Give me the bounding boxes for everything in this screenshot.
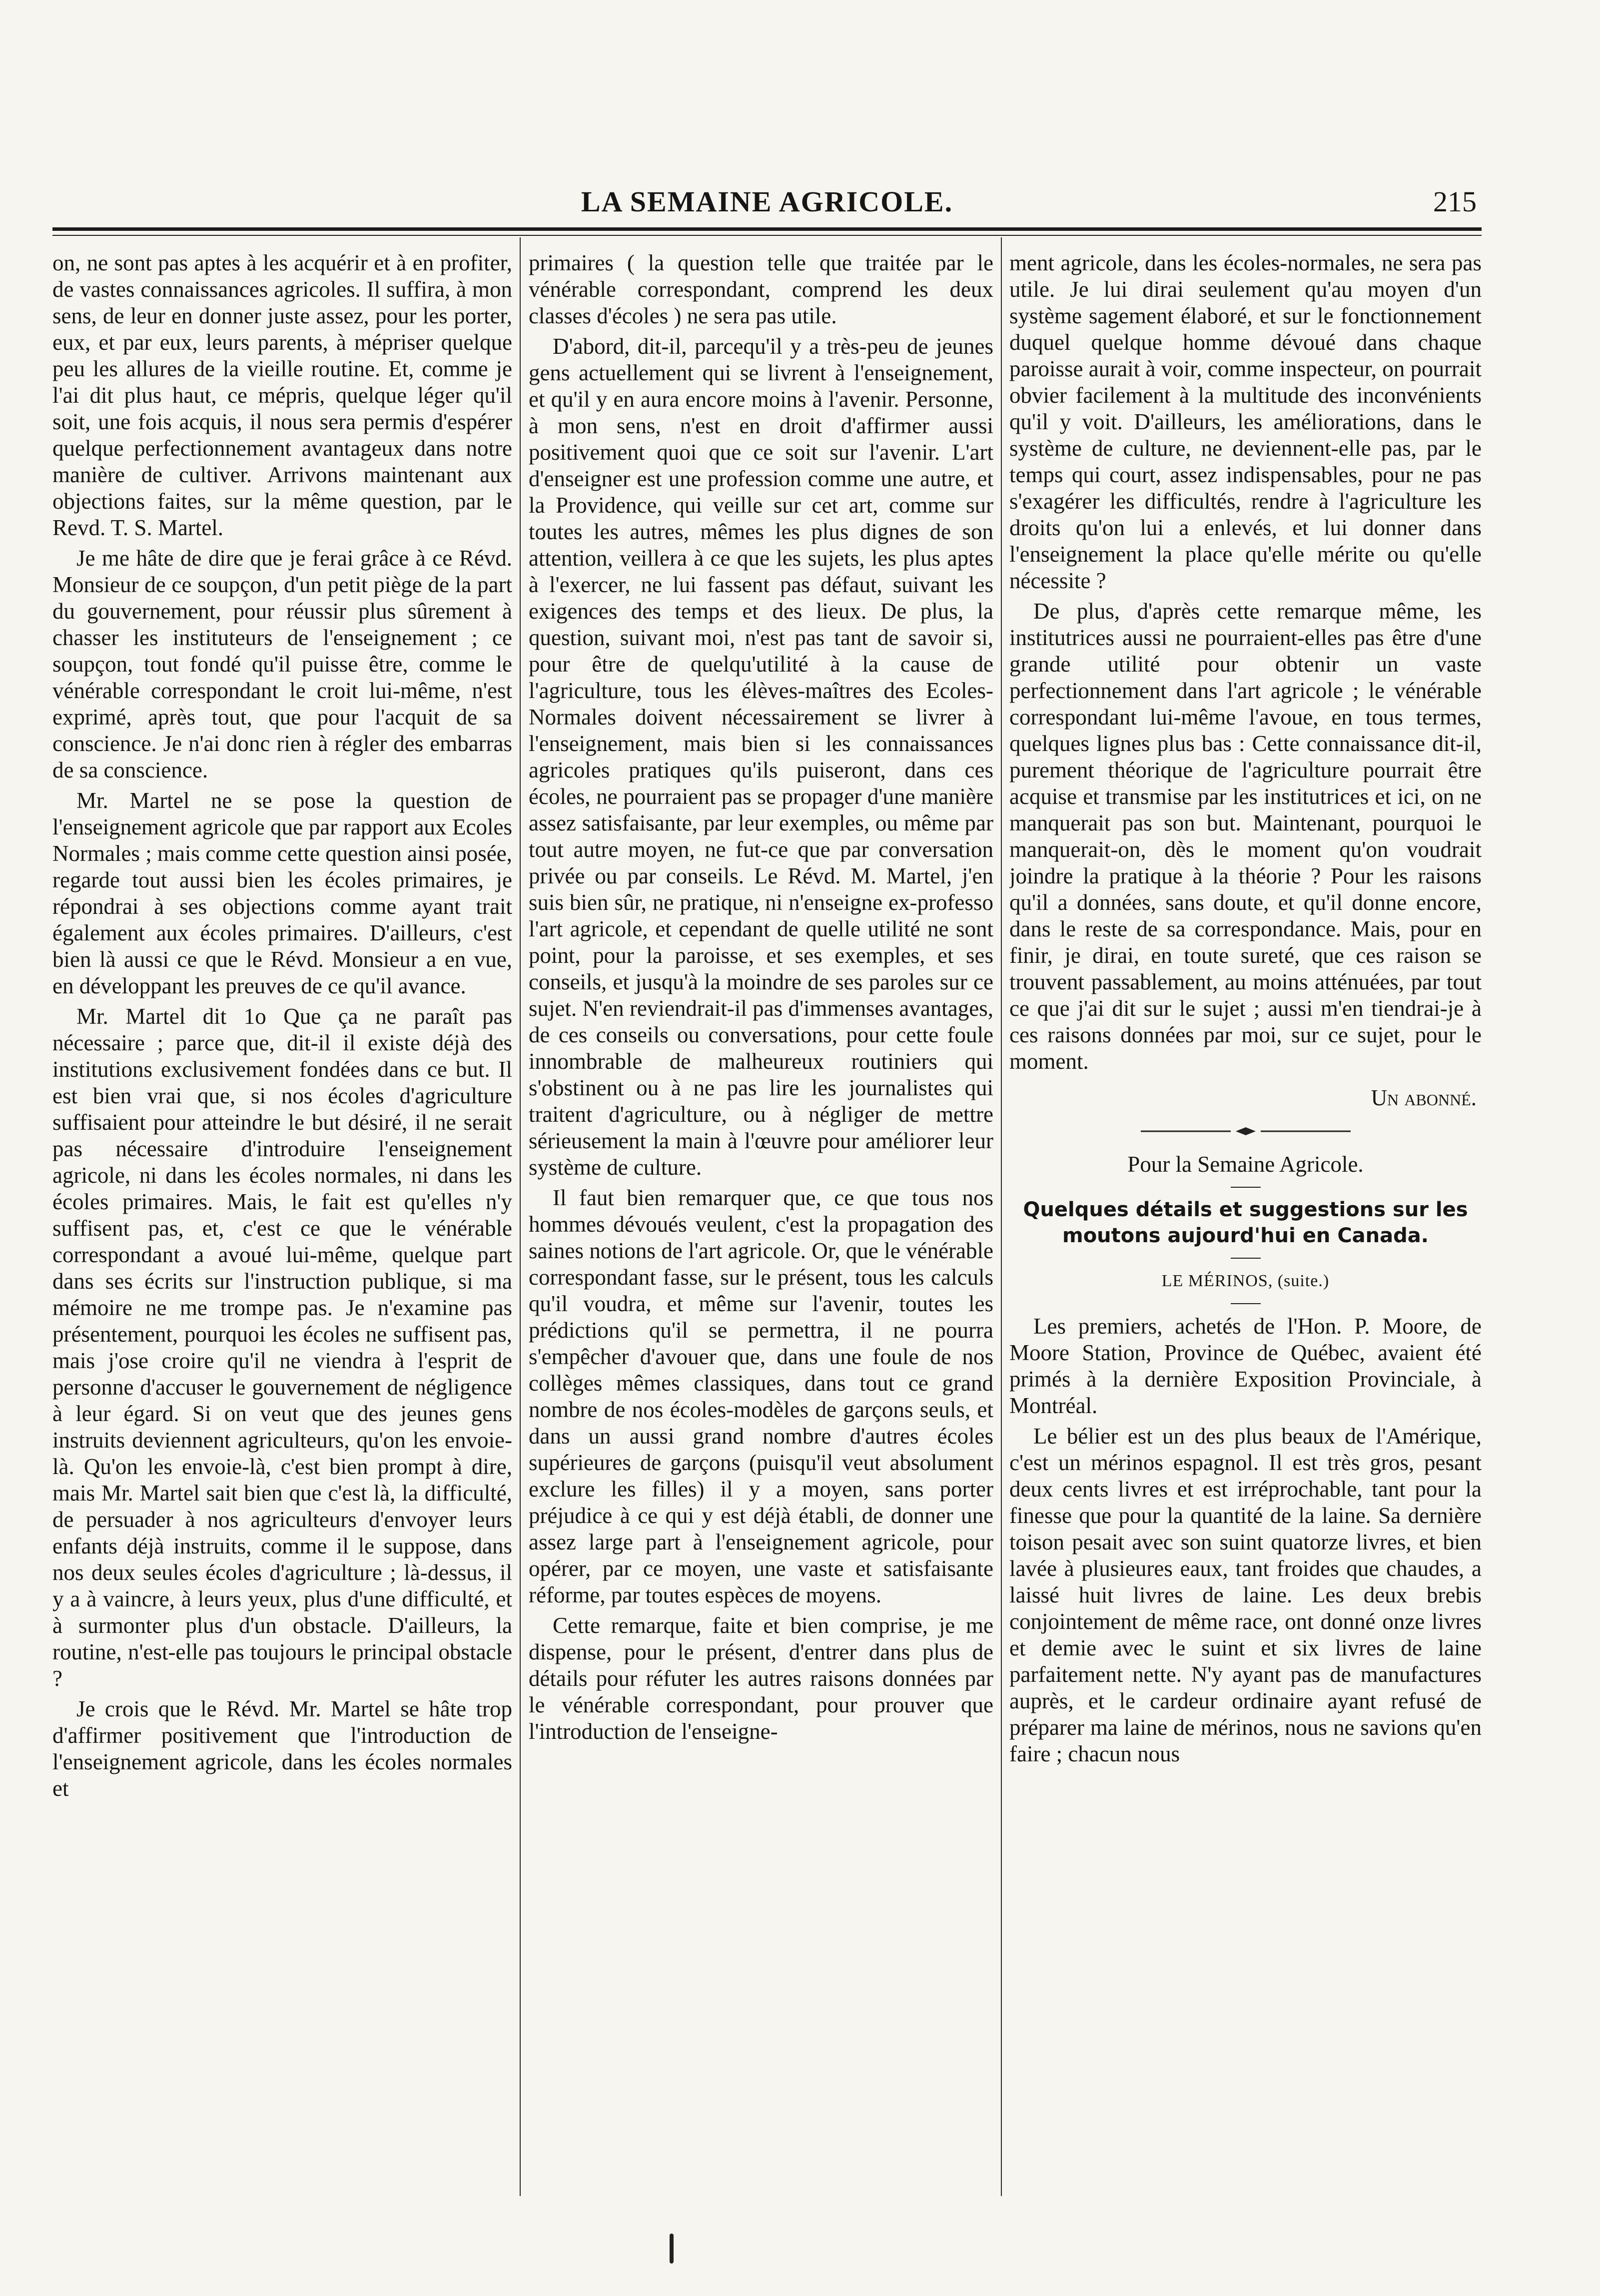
column-3	[1009, 250, 1482, 2199]
section-subtitle: LE MÉRINOS, (suite.)	[1161, 1272, 1330, 1290]
column-1	[52, 250, 512, 2199]
paragraph: on, ne sont pas aptes à les acquérir et à en profiter, de vastes connaissances agricoles. Il suffira, à mon sens, de leur en donner juste assez, pour les porter, eux, et par eux, leurs parents, à mépriser quelque peu les allures de la vieille routine. Et, comme je l'ai dit plus haut, ce mépris, quelque léger qu'il soit, une fois acquis, il nous sera permis d'espérer quelque perfectionnement avantageux dans notre manière de cultiver. Arrivons maintenant aux objections faites, sur la même question, par le Revd. T. S. Martel.	[52, 250, 512, 540]
dash-divider	[1231, 1303, 1261, 1304]
paragraph: D'abord, dit-il, parcequ'il y a très-peu de jeunes gens actuellement qui se livrent à l'enseignement, et qu'il y en aura encore moins à l'avenir. Personne, à mon sens, n'est en droit d'affirmer aussi positivement quoi que ce soit sur l'avenir. L'art d'enseigner est une profession comme une autre, et la Providence, qui veille sur cet art, comme sur toutes les autres, mêmes les plus dignes de son attention, veillera à ce que les sujets, les plus aptes à l'exercer, ne lui fassent pas défaut, suivant les exigences des temps et des lieux. De plus, la question, suivant moi, n'est pas tant de savoir si, pour être de quelqu'utilité à la cause de l'agriculture, tous les élèves-maîtres des Ecoles-Normales doivent nécessairement se livrer à l'enseignement, mais bien si les connaissances agricoles pratiques qu'ils puiseront, dans ces écoles, ne pourraient pas se propager d'une manière assez satisfaisante, par leur exemples, ou même par tout autre moyen, ne fut-ce que par conversation privée ou par conseils. Le Révd. M. Martel, j'en suis bien sûr, ne pratique, ni n'enseigne ex-professo l'art agricole, et cependant de quelle utilité ne sont point, pour la paroisse, et ses exemples, et ses conseils, et jusqu'à la moindre de ses paroles sur ce sujet. N'en reviendrait-il pas d'immenses avantages, de ces conseils ou conversations, pour cette foule innombrable de malheureux routiniers qui s'obstinent ou à ne pas lire les journalistes qui traitent d'agriculture, ou à négliger de mettre sérieusement la main à l'œuvre pour améliorer leur système de culture.	[529, 334, 993, 1180]
signature: Un abonné.	[1371, 1085, 1477, 1110]
page-number: 215	[1433, 185, 1477, 218]
column-divider	[1001, 237, 1002, 2196]
dash-divider	[1231, 1258, 1261, 1259]
column-2	[529, 250, 993, 2199]
print-mark	[670, 2234, 674, 2264]
section-title: Quelques détails et suggestions sur les moutons aujourd'hui en Canada.	[1023, 1198, 1468, 1247]
ornament-divider	[1141, 1126, 1351, 1136]
dash-divider	[1231, 1187, 1261, 1188]
paragraph: ment agricole, dans les écoles-normales, ne sera pas utile. Je lui dirai seulement qu'au moyen d'un système sagement élaboré, et sur le fonctionnement duquel quelque homme dévoué dans chaque paroisse aurait à voir, comme inspecteur, on pourrait obvier facilement à la multitude des inconvénients qu'il y voit. D'ailleurs, les améliorations, dans le système de culture, ne deviennent-elle pas, par le temps qui court, assez indispensables, pour ne pas s'exagérer les difficultés, rendre à l'agriculture les droits qu'on lui a enlevés, et lui donner dans l'enseignement la place qu'elle mérite ou qu'elle nécessite ?	[1009, 250, 1482, 593]
paragraph: Je me hâte de dire que je ferai grâce à ce Révd. Monsieur de ce soupçon, d'un petit piège de la part du gouvernement, pour réussir plus sûrement à chasser les instituteurs de l'enseignement ; ce soupçon, tout fondé qu'il puisse être, comme le vénérable correspondant le croit lui-même, n'est exprimé, après tout, que pour l'acquit de sa conscience. Je n'ai donc rien à régler des embarras de sa conscience.	[52, 546, 512, 782]
paragraph: Il faut bien remarquer que, ce que tous nos hommes dévoués veulent, c'est la propagation des saines notions de l'art agricole. Or, que le vénérable correspondant fasse, sur le présent, tous les calculs qu'il voudra, et même sur l'avenir, toutes les prédictions qu'il se permettra, il ne pourra s'empêcher d'avouer que, dans une foule de nos collèges mêmes classiques, dans tout ce grand nombre de nos écoles-modèles de garçons seuls, et dans un aussi grand nombre d'autres écoles supérieures de garçons (puisqu'il veut absolument exclure les filles) il y a moyen, sans porter préjudice à ce qui y est déjà établi, de donner une assez large part à l'enseignement agricole, pour opérer, par ce moyen, une vaste et satisfaisante réforme, par toutes espèces de moyens.	[529, 1185, 993, 1607]
journal-title: LA SEMAINE AGRICOLE.	[581, 185, 953, 218]
paragraph: De plus, d'après cette remarque même, les institutrices aussi ne pourraient-elles pas être d'une grande utilité pour obtenir un vaste perfectionnement dans l'art agricole ; le vénérable correspondant lui-même l'avoue, en tous termes, quelques lignes plus bas : Cette connaissance dit-il, purement théorique de l'agriculture pourrait être acquise et transmise par les institutrices et ici, on ne manquerait pas son but. Maintenant, pourquoi le manquerait-on, dès le moment qu'on voudrait joindre la pratique à la théorie ? Pour les raisons qu'il a données, sans doute, et qu'il donne encore, dans le reste de sa correspondance. Mais, pour en finir, je dirai, en toute sureté, que ces raison se trouvent passablement, au moins atténuées, par tout ce que j'ai dit sur le sujet ; aussi m'en tiendrai-je à ces raisons données par moi, sur ce sujet, pour le moment.	[1009, 599, 1482, 1074]
paragraph: Je crois que le Révd. Mr. Martel se hâte trop d'affirmer positivement que l'introduction de l'enseignement agricole, dans les écoles normales et	[52, 1696, 512, 1801]
paragraph: Les premiers, achetés de l'Hon. P. Moore, de Moore Station, Province de Québec, avaient été primés à la dernière Exposition Provinciale, à Montréal.	[1009, 1314, 1482, 1418]
paragraph: Cette remarque, faite et bien comprise, je me dispense, pour le présent, d'entrer dans plus de détails pour réfuter les autres raisons données par le vénérable correspondant, pour prouver que l'introduction de l'enseigne-	[529, 1613, 993, 1744]
page-header	[52, 185, 1482, 220]
paragraph: primaires ( la question telle que traitée par le vénérable correspondant, comprend les deux classes d'écoles ) ne sera pas utile.	[529, 250, 993, 328]
paragraph: Le bélier est un des plus beaux de l'Amérique, c'est un mérinos espagnol. Il est très gros, pesant deux cents livres et est irréprochable, tant pour la finesse que pour la quantité de la laine. Sa dernière toison pesait avec son suint quatorze livres, et bien lavée à plusieures eaux, tant froides que chaudes, a laissé huit livres de laine. Les deux brebis conjointement de même race, ont donné onze livres et demie avec le suint et six livres de laine parfaitement nette. N'y ayant pas de manufactures auprès, et le cardeur ordinaire ayant refusé de préparer ma laine de mérinos, nous ne savions qu'en faire ; chacun nous	[1009, 1424, 1482, 1766]
column-divider	[520, 237, 521, 2196]
paragraph: Mr. Martel dit 1o Que ça ne paraît pas nécessaire ; parce que, dit-il il existe déjà des institutions exclusivement fondées dans ce but. Il est bien vrai que, si nos écoles d'agriculture suffisaient pour atteindre le but désiré, il ne serait pas nécessaire d'introduire l'enseignement agricole, ni dans les écoles normales, ni dans les écoles primaires. Mais, le fait est qu'elles n'y suffisent pas, et, c'est ce que le vénérable correspondant a avoué lui-même, quelque part dans ses écrits sur l'instruction publique, si ma mémoire ne me trompe pas. Je n'examine pas présentement, pourquoi les écoles ne suffisent pas, mais j'ose croire qu'il ne viendra à l'esprit de personne d'accuser le gouvernement de négligence à leur égard. Si on veut que des jeunes gens instruits deviennent agriculteurs, qu'on les envoie-là. Qu'on les envoie-là, c'est bien prompt à dire, mais Mr. Martel sait bien que c'est là, la difficulté, de persuader à nos agriculteurs d'envoyer leurs enfants déjà instruits, comme il le suppose, dans nos deux seules écoles d'agriculture ; là-dessus, il y a à vaincre, à leurs yeux, plus d'une difficulté, et à surmonter plus d'un obstacle. D'ailleurs, la routine, n'est-elle pas toujours le principal obstacle ?	[52, 1004, 512, 1691]
paragraph: Mr. Martel ne se pose la question de l'enseignement agricole que par rapport aux Ecoles Normales ; mais comme cette question ainsi posée, regarde tout aussi bien les écoles primaires, je répondrai à ses objections comme ayant trait également aux écoles primaires. D'ailleurs, c'est bien là aussi ce que le Révd. Monsieur a en vue, en développant les preuves de ce qu'il avance.	[52, 788, 512, 998]
section-intro: Pour la Semaine Agricole.	[1127, 1152, 1364, 1177]
header-rule-thin	[52, 235, 1482, 236]
header-rule	[52, 227, 1482, 231]
